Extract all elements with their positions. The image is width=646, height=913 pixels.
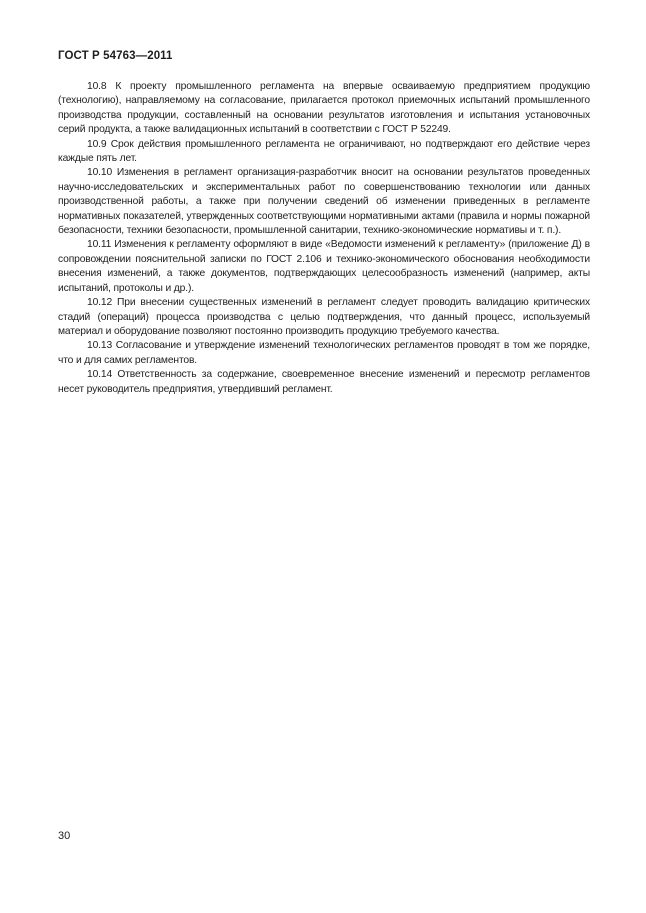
- paragraph-10-12: 10.12 При внесении существенных изменений в регламент следует проводить валидацию критических стадий (операций) процесса производства с целью подтверждения, что данный процесс, используемый материал и оборудование позволяют постоянно производить продукцию требуемого качества.: [58, 297, 590, 337]
- paragraph-10-8: 10.8 К проекту промышленного регламента на впервые осваиваемую предприятием продукцию (технологию), направляемому на согласование, прилагается протокол приемочных испытаний промышленного производства продукции, составленный на основании результатов изготовления и испытания установочных серий продукта, а также валидационных испытаний в соответствии с ГОСТ Р 52249.: [58, 81, 590, 136]
- paragraph-10-11: 10.11 Изменения к регламенту оформляют в виде «Ведомости изменений к регламенту» (приложение Д) в сопровождении пояснительной записки по ГОСТ 2.106 и технико-экономического обоснования необходимости внесения изменений, а также документов, подтверждающих целесообразность изменений (например, акты испытаний, протоколы и др.).: [58, 239, 590, 294]
- paragraph-10-10: 10.10 Изменения в регламент организация-разработчик вносит на основании результатов проведенных научно-исследовательских и экспериментальных работ по совершенствованию технологии или данных производственной работы, а также при получении сведений об изменении приведенных в регламенте нормативных показателей, утвержденных соответствующими нормативными актами (правила и нормы пожарной безопасности, техники безопасности, промышленной санитарии, технико-экономические нормативы и т. п.).: [58, 167, 590, 237]
- paragraph-10-9: 10.9 Срок действия промышленного регламента не ограничивают, но подтверждают его действие через каждые пять лет.: [58, 138, 590, 165]
- document-body: [58, 80, 590, 397]
- paragraph-10-14: 10.14 Ответственность за содержание, своевременное внесение изменений и пересмотр регламентов несет руководитель предприятия, утвердивший регламент.: [58, 369, 590, 395]
- paragraph-10-13: 10.13 Согласование и утверждение изменений технологических регламентов проводят в том же порядке, что и для самих регламентов.: [58, 340, 590, 366]
- document-header: ГОСТ Р 54763—2011: [58, 50, 173, 62]
- page-number: 30: [58, 830, 71, 842]
